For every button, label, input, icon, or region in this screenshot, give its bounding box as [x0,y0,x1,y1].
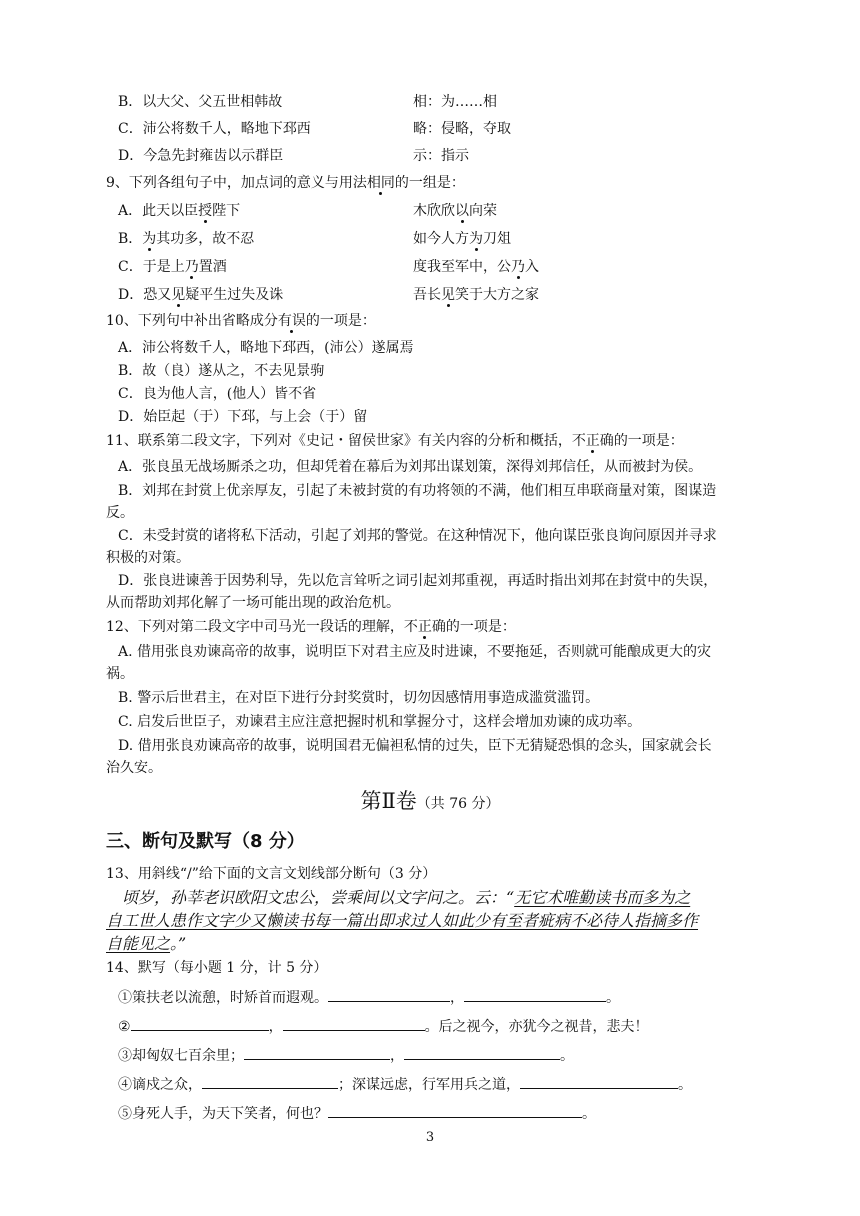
dotted-word: 见 [171,287,186,303]
q12-option-a-line2: 祸。 [106,666,134,682]
q12-option-b: B. 警示后世君主，在对臣下进行分封奖赏时，切勿因感情用事造成滥赏滥罚。 [118,690,600,706]
stem-text: 的一项是： [305,313,376,329]
q11-option-a: A．张良虽无战场厮杀之功，但却凭着在幕后为刘邦出谋划策，深得刘邦信任，从而被封为侯。 [118,459,703,475]
option-text: B．以大父、父五世相韩故 [118,94,283,110]
q9-stem [106,173,465,193]
q11-option-b-line2: 反。 [106,505,134,521]
option-pair [413,285,539,305]
option-text: 度我至军中，公 [413,259,511,275]
q8-option-b [118,92,497,112]
page-number: 3 [425,1130,435,1145]
punct: ， [450,990,464,1006]
q9-option-a [118,201,497,221]
q12-option-a-line1: A. 借用张良劝谏高帝的故事，说明臣下对君主应及时进谏，不要拖延，否则就可能酿成更大的灾 [118,644,712,660]
q14-stem: 14、默写（每小题 1 分，计 5 分） [106,960,328,976]
option-text: 笑于大方之家 [455,287,539,303]
punct: 。 [560,1048,574,1064]
option-text: 木欣欣 [413,203,455,219]
q11-option-d-line1: D．张良进谏善于因势利导，先以危言耸听之词引起刘邦重视，再适时指出刘邦在封赏中的失误， [118,573,718,589]
item-text: ①策扶老以流憩，时矫首而遐观。 [118,990,328,1006]
q14-item-3 [118,1044,574,1066]
underlined-text: 自能见之 [106,934,171,953]
option-text: A．此天以臣 [118,203,199,219]
answer-blank[interactable] [520,1073,678,1089]
q11-option-b-line1: B．刘邦在封赏上优亲厚友，引起了未被封赏的有功将领的不满，他们相互串联商量对策，图谋造 [118,483,717,499]
q12-option-d-line1: D. 借用张良劝谏高帝的故事，说明国君无偏袒私情的过失，臣下无猜疑恐惧的念头，国家就会长 [118,738,712,754]
item-text: ；深谋远虑，行军用兵之道， [338,1077,520,1093]
passage-line [106,909,760,932]
answer-blank[interactable] [328,1102,582,1118]
passage-intro: 顷岁，孙莘老识欧阳文忠公，尝乘间以文字问之。云：“ [122,888,515,907]
dotted-word: 以 [455,203,469,219]
dotted-word: 乃 [511,259,525,275]
option-text: 置酒 [198,259,227,275]
punct: ， [390,1048,404,1064]
item-text: ④谪戍之众， [118,1077,202,1093]
stem-text: 的一项是： [613,433,684,449]
q11-option-d-line2: 从而帮助刘邦化解了一场可能出现的政治危机。 [106,595,400,611]
item-text: ⑤身死人手，为天下笑者，何也？ [118,1106,328,1122]
punct: 。 [606,990,620,1006]
option-text: 入 [525,259,539,275]
answer-blank[interactable] [244,1044,390,1060]
q8-option-c [118,119,511,139]
item-text: 。后之视今，亦犹今之视昔，悲夫！ [424,1019,649,1035]
underlined-text: 无它术唯勤读书而多为之 [514,888,691,907]
passage-line [106,886,760,909]
answer-blank[interactable] [202,1073,338,1089]
option-text: 疑平生过失及诛 [185,287,284,303]
option-text: 如今人方 [413,231,469,247]
q10-option-a: A．沛公将数千人，略地下邳西，(沛公）遂属焉 [118,340,414,356]
punct: ， [268,1019,283,1035]
stem-text: 12、下列对第二段文字中司马光一段话的理解， [106,619,404,635]
dotted-word: 为 [469,231,483,247]
option-text: C．于是上 [118,259,185,275]
q8-option-d [118,146,469,166]
dotted-text: 相同 [366,175,395,191]
dotted-word: 乃 [184,259,199,275]
underlined-text: 自工世人患作文字少又懒读书每一篇出即求过人如此少有至者疵病不必待人指摘多作 [106,911,699,930]
q9-option-c [118,257,539,277]
q9-option-d [118,285,539,305]
q10-stem [106,311,376,331]
punct: 。 [582,1106,596,1122]
option-text: 其功多，故不忍 [156,231,255,247]
stem-text: 10、下列句中补出省略成分 [106,313,278,329]
stem-text: 的一组是： [394,175,465,191]
passage-line [106,932,760,955]
volume-score-note: （共 76 分） [416,796,500,812]
q12-stem [106,617,516,637]
option-text: 向荣 [469,203,497,219]
option-gloss: 略：侵略，夺取 [413,121,511,137]
q12-option-c: C. 启发后世臣子，劝谏君主应注意把握时机和掌握分寸，这样会增加劝谏的成功率。 [118,714,642,730]
dotted-word: 见 [441,287,455,303]
answer-blank[interactable] [283,1015,425,1031]
option-pair [413,257,539,277]
answer-blank[interactable] [131,1015,269,1031]
q10-option-d: D．始臣起（于）下邳，与上会（于）留 [118,409,368,425]
volume-title-text: 第Ⅱ卷 [360,789,417,813]
q14-item-2 [118,1015,649,1037]
option-text: D．今急先封雍齿以示群臣 [118,148,284,164]
q12-option-d-line2: 治久安。 [106,760,162,776]
dotted-text: 有误 [277,313,306,329]
item-text: ③却匈奴七百余里； [118,1048,244,1064]
q11-option-c-line2: 积极的对策。 [106,550,190,566]
dotted-word: 为 [142,231,157,247]
volume-title [0,786,860,819]
stem-text: 11、联系第二段文字，下列对《史记・留侯世家》有关内容的分析和概括， [106,433,572,449]
answer-blank[interactable] [404,1044,560,1060]
option-text: 刀俎 [483,231,511,247]
q9-option-b [118,229,511,249]
item-text: ② [118,1019,131,1035]
option-text: 陛下 [212,203,241,219]
section-heading: 三、断句及默写（8 分） [106,831,305,852]
option-gloss: 示：指示 [413,148,469,164]
stem-text: 9、下列各组句子中，加点词的意义与用法 [106,175,367,191]
q13-stem: 13、用斜线“/”给下面的文言文划线部分断句（3 分） [106,866,437,882]
q13-passage [106,886,760,955]
option-gloss: 相：为……相 [413,94,497,110]
q10-option-c: C．良为他人言，(他人）皆不省 [118,386,317,402]
stem-text: 的一项是： [445,619,516,635]
option-text: 吾长 [413,287,441,303]
q11-option-c-line1: C．未受封赏的诸将私下活动，引起了刘邦的警觉。在这种情况下，他向谋臣张良询问原因并寻求 [118,528,717,544]
answer-blank[interactable] [464,986,606,1002]
option-text: C．沛公将数千人，略地下邳西 [118,121,311,137]
dotted-text: 不正确 [571,433,614,449]
option-pair [413,201,497,221]
q14-item-1 [118,986,620,1008]
passage-end: 。” [170,934,187,953]
dotted-text: 不正确 [403,619,446,635]
dotted-word: 授 [198,203,213,219]
answer-blank[interactable] [328,986,450,1002]
option-text: D．恐又 [118,287,172,303]
q10-option-b: B．故（良）遂从之，不去见景驹 [118,363,325,379]
q11-stem [106,431,684,451]
punct: 。 [678,1077,692,1093]
q14-item-4 [118,1073,692,1095]
option-pair [413,229,511,249]
option-text: B． [118,231,143,247]
q14-item-5 [118,1102,596,1124]
